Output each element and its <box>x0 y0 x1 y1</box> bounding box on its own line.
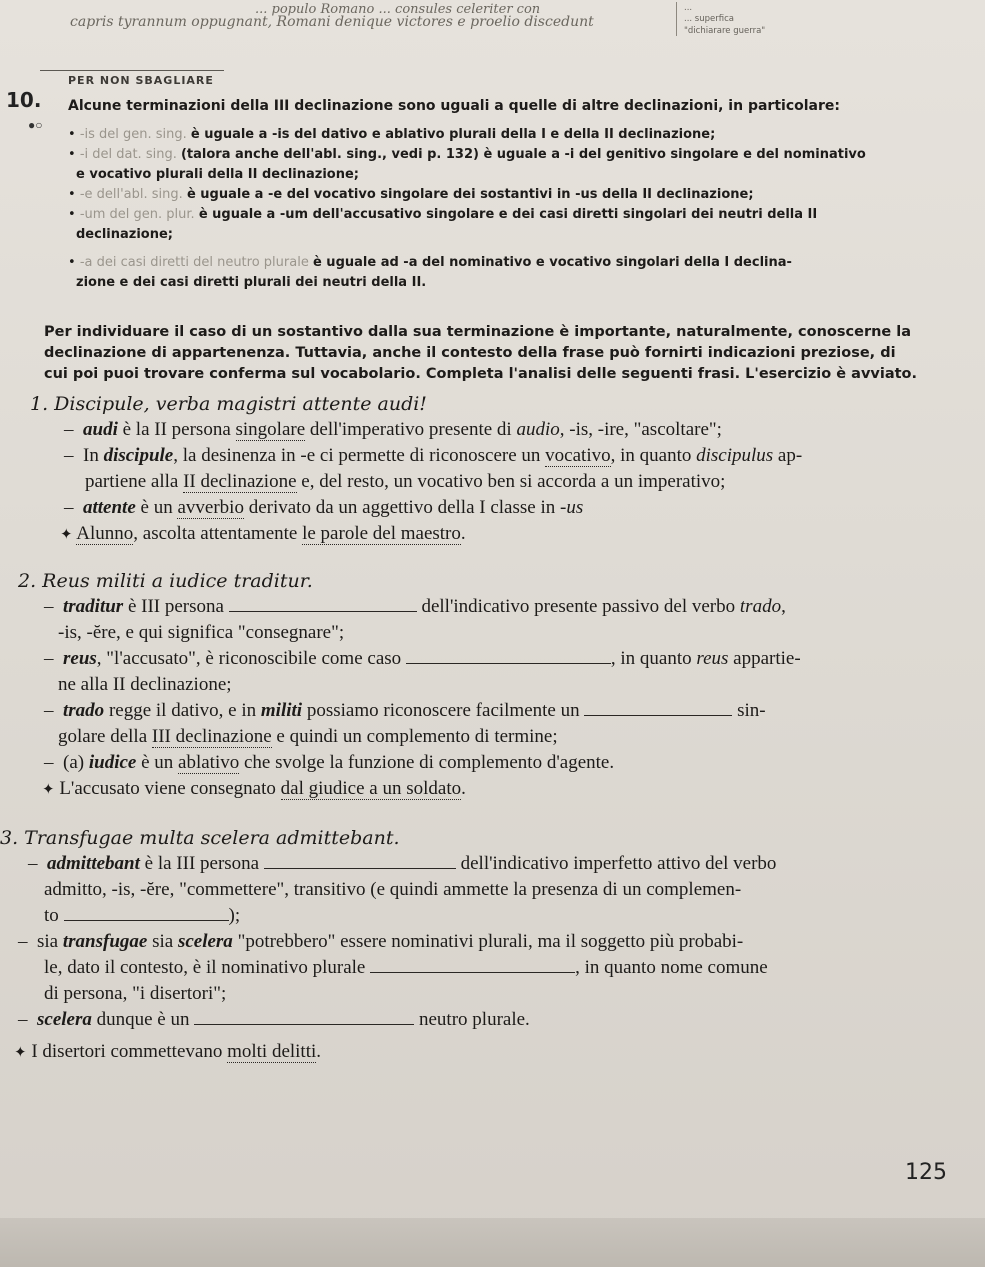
list-item: declinazione; <box>76 227 173 242</box>
exercise-2: 2. Reus militi a iudice traditur. – traditur è III persona dell'indicativo presente passivo del verbo trado, -is, -ĕre, e qui significa "consegnare"; – reus, "l'accusato", è riconoscibile come caso , in quanto reus appartie- ne alla II declinazione; – trado regge il dativo, e in militi possiamo riconoscere facilmente un sin- golare della III declinazione e quindi un complemento di termine; – (a) iudice è un ablativo che svolge la funzione di complemento d'agente. ✦ L'accusato viene consegnato dal giudice a un soldato. <box>18 568 958 803</box>
list-item: • -um del gen. plur. è uguale a -um dell'accusativo singolare e dei casi diretti singolari dei neutri della II <box>68 207 818 222</box>
exercise-1-title: 1. Discipule, verba magistri attente audi! <box>30 393 427 415</box>
answer-blank[interactable] <box>264 854 456 869</box>
top-line-1: ... populo Romano ... consules celeriter con <box>255 2 541 17</box>
list-item: • -is del gen. sing. è uguale a -is del dativo e ablativo plurali della I e della II declinazione; <box>68 127 716 142</box>
answer-blank[interactable] <box>229 597 417 612</box>
exercise-number: 10. <box>6 88 42 112</box>
answer-blank[interactable] <box>64 906 229 921</box>
margin-rule <box>676 2 677 36</box>
instructions-paragraph: Per individuare il caso di un sostantivo dalla sua terminazione è importante, naturalmente, conoscerne la declinazione di appartenenza. Tuttavia, anche il contesto della frase può fornirti indicazioni preziose, di cui poi puoi trovare conferma sul vocabolario. Completa l'analisi delle seguenti frasi. L'esercizio è avviato. <box>44 324 918 382</box>
list-item: zione e dei casi diretti plurali dei neutri della II. <box>76 275 427 290</box>
list-item: • -a dei casi diretti del neutro plurale è uguale ad -a del nominativo e vocativo singolari della I declina- <box>68 255 792 270</box>
page-number: 125 <box>905 1160 947 1185</box>
answer-blank[interactable] <box>584 701 732 716</box>
side-note-2: ... superfica <box>684 14 734 24</box>
side-note-3: "dichiarare guerra" <box>684 26 766 36</box>
exercise-3-title: 3. Transfugae multa scelera admittebant. <box>0 827 400 849</box>
answer-blank[interactable] <box>370 958 575 973</box>
exercise-2-title: 2. Reus militi a iudice traditur. <box>18 570 313 592</box>
side-note-1: ... <box>684 3 693 13</box>
bullet-list <box>68 125 948 293</box>
section-tag: PER NON SBAGLIARE <box>40 70 224 91</box>
answer-blank[interactable] <box>406 649 611 664</box>
exercise-intro: Alcune terminazioni della III declinazione sono uguali a quelle di altre declinazioni, in particolare: <box>68 98 840 114</box>
list-item: • -e dell'abl. sing. è uguale a -e del vocativo singolare dei sostantivi in -us della II declinazione; <box>68 187 754 202</box>
page-bottom-edge <box>0 1218 985 1267</box>
exercise-1: 1. Discipule, verba magistri attente audi! – audi è la II persona singolare dell'imperativo presente di audio, -is, -ire, "ascoltare"; – In discipule, la desinenza in -e ci permette di riconoscere un vocativo, in quanto discipulus ap- partiene alla II declinazione e, del resto, un vocativo ben si accorda a un imperativo; – attente è un avverbio derivato da un aggettivo della I classe in -us ✦ Alunno, ascolta attentamente le parole del maestro. <box>30 391 960 548</box>
difficulty-dots: ●○ <box>28 118 43 132</box>
exercise-3: 3. Transfugae multa scelera admittebant. – admittebant è la III persona dell'indicativo imperfetto attivo del verbo admitto, -is, -ĕre, "commettere", transitivo (e quindi ammette la presenza di un complemen- to ); – sia transfugae sia scelera "potrebbero" essere nominativi plurali, ma il soggetto più probabi- le, dato il contesto, è il nominativo plurale , in quanto nome comune di persona, "i disertori"; – scelera dunque è un neutro plurale. ✦ I disertori commettevano molti delitti. <box>0 825 960 1066</box>
list-item: e vocativo plurali della II declinazione; <box>76 167 359 182</box>
top-line-2: capris tyrannum oppugnant, Romani denique victores e proelio discedunt <box>70 14 594 30</box>
answer-blank[interactable] <box>194 1010 414 1025</box>
list-item: • -i del dat. sing. (talora anche dell'abl. sing., vedi p. 132) è uguale a -i del genitivo singolare e del nominativo <box>68 147 866 162</box>
